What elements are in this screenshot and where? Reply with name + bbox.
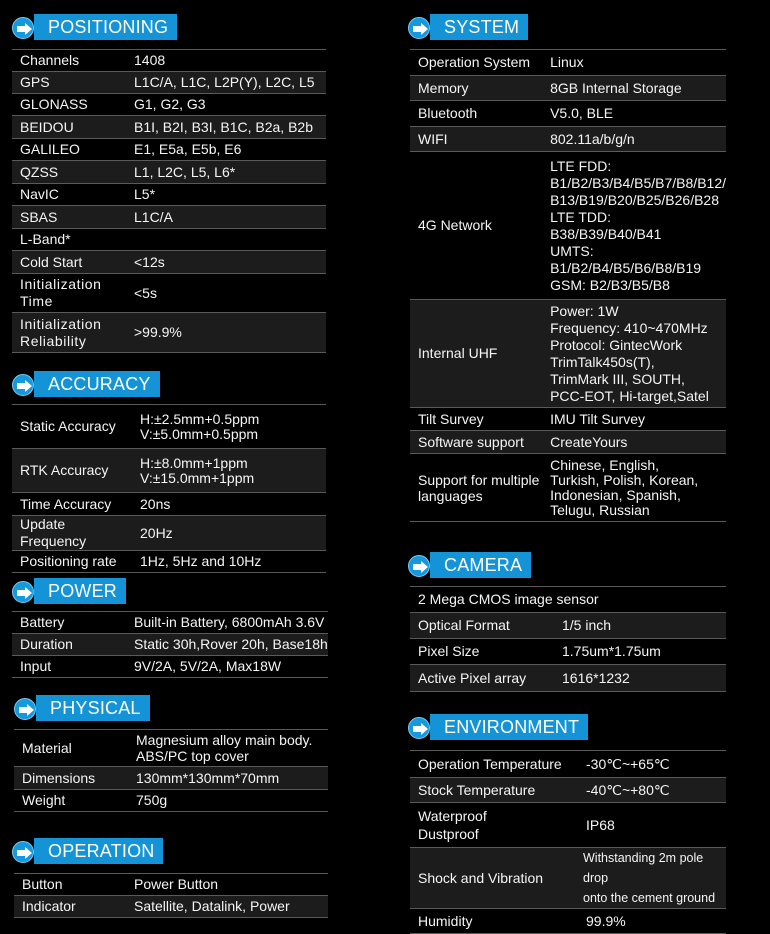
table-row: Update Frequency 20Hz bbox=[12, 516, 326, 551]
operation-table bbox=[14, 873, 328, 918]
table-row: Waterproof Dustproof IP68 bbox=[410, 803, 726, 848]
table-row: Positioning rate 1Hz, 5Hz and 10Hz bbox=[12, 551, 326, 573]
table-row: Tilt Survey IMU Tilt Survey bbox=[410, 408, 726, 431]
camera-table bbox=[410, 586, 726, 692]
section-title: ENVIRONMENT bbox=[434, 714, 588, 740]
table-row: QZSS L1, L2C, L5, L6* bbox=[12, 161, 326, 184]
section-title: SYSTEM bbox=[434, 14, 528, 40]
table-row: Time Accuracy 20ns bbox=[12, 493, 326, 516]
section-title: PHYSICAL bbox=[40, 695, 150, 721]
section-title: CAMERA bbox=[434, 552, 531, 578]
language-list: Chinese, English, Turkish, Polish, Korean, Indonesian, Spanish, Telugu, Russian bbox=[550, 456, 699, 518]
section-title: OPERATION bbox=[38, 838, 163, 864]
table-row: Button Power Button bbox=[14, 874, 328, 896]
table-row: Initialization Time <5s bbox=[12, 274, 326, 313]
table-row: Dimensions 130mm*130mm*70mm bbox=[14, 767, 328, 790]
table-row: Internal UHF Power: 1W Frequency: 410~470MHz Protocol: GintecWork TrimTalk450s(T), TrimMark III, SOUTH, PCC-EOT, Hi-target,Satel bbox=[410, 300, 726, 408]
table-row: GPS L1C/A, L1C, L2P(Y), L2C, L5 bbox=[12, 72, 326, 94]
table-row: Support for multiple languages Chinese, English, Turkish, Polish, Korean, Indonesian, Spanish, Telugu, Russian bbox=[410, 454, 726, 522]
table-row: SBAS L1C/A bbox=[12, 206, 326, 229]
table-row: 2 Mega CMOS image sensor bbox=[410, 587, 726, 613]
table-row: Bluetooth V5.0, BLE bbox=[410, 101, 726, 127]
section-title: POSITIONING bbox=[38, 14, 177, 40]
table-row: L-Band* bbox=[12, 229, 326, 251]
table-row: Memory 8GB Internal Storage bbox=[410, 76, 726, 101]
arrow-right-icon bbox=[12, 581, 34, 603]
table-row: Initialization Reliability >99.9% bbox=[12, 313, 326, 353]
table-row: Humidity 99.9% bbox=[410, 909, 726, 934]
table-row: Material Magnesium alloy main body. ABS/PC top cover bbox=[14, 730, 328, 767]
power-table bbox=[12, 611, 328, 678]
table-row: Battery Built-in Battery, 6800mAh 3.6V bbox=[12, 612, 328, 634]
table-row: Pixel Size 1.75um*1.75um bbox=[410, 639, 726, 665]
table-row: NavIC L5* bbox=[12, 184, 326, 206]
table-row: Stock Temperature -40℃~+80℃ bbox=[410, 778, 726, 803]
table-row: Indicator Satellite, Datalink, Power bbox=[14, 896, 328, 918]
network-bands: LTE FDD: B1/B2/B3/B4/B5/B7/B8/B12/ B13/B19/B20/B25/B26/B28 LTE TDD: B38/B39/B40/B41 UMTS: B1/B2/B4/B5/B6/B8/B19 GSM: B2/B3/B5/B8 bbox=[550, 157, 726, 293]
table-row: Weight 750g bbox=[14, 790, 328, 812]
table-row: Software support CreateYours bbox=[410, 431, 726, 454]
section-title: ACCURACY bbox=[38, 371, 160, 397]
accuracy-table bbox=[12, 404, 326, 573]
table-row: GALILEO E1, E5a, E5b, E6 bbox=[12, 139, 326, 161]
environment-table bbox=[410, 750, 726, 934]
positioning-table bbox=[12, 49, 326, 353]
uhf-details: Power: 1W Frequency: 410~470MHz Protocol: GintecWork TrimTalk450s(T), TrimMark III, SOUTH, PCC-EOT, Hi-target,Satel bbox=[550, 302, 709, 404]
table-row: Static Accuracy H:±2.5mm+0.5ppm V:±5.0mm+0.5ppm bbox=[12, 405, 326, 449]
arrow-right-icon bbox=[408, 17, 430, 39]
table-row: WIFI 802.11a/b/g/n bbox=[410, 127, 726, 152]
table-row: Active Pixel array 1616*1232 bbox=[410, 665, 726, 692]
section-title: POWER bbox=[38, 578, 126, 604]
table-row: Input 9V/2A, 5V/2A, Max18W bbox=[12, 656, 328, 678]
system-table bbox=[410, 49, 726, 522]
arrow-right-icon bbox=[12, 841, 34, 863]
physical-table bbox=[14, 729, 328, 812]
arrow-right-icon bbox=[12, 17, 34, 39]
table-row: Operation Temperature -30℃~+65℃ bbox=[410, 751, 726, 778]
table-row: Cold Start <12s bbox=[12, 251, 326, 274]
arrow-right-icon bbox=[408, 555, 430, 577]
table-row: Duration Static 30h,Rover 20h, Base18h bbox=[12, 634, 328, 656]
arrow-right-icon bbox=[408, 717, 430, 739]
arrow-right-icon bbox=[12, 374, 34, 396]
table-row: Channels 1408 bbox=[12, 50, 326, 72]
arrow-right-icon bbox=[14, 698, 36, 720]
table-row: RTK Accuracy H:±8.0mm+1ppm V:±15.0mm+1ppm bbox=[12, 449, 326, 493]
table-row: Optical Format 1/5 inch bbox=[410, 613, 726, 639]
table-row: BEIDOU B1I, B2I, B3I, B1C, B2a, B2b bbox=[12, 116, 326, 139]
table-row: GLONASS G1, G2, G3 bbox=[12, 94, 326, 116]
table-row: Shock and Vibration Withstanding 2m pole drop onto the cement ground bbox=[410, 848, 726, 909]
table-row: 4G Network LTE FDD: B1/B2/B3/B4/B5/B7/B8/B12/ B13/B19/B20/B25/B26/B28 LTE TDD: B38/B39/B40/B41 UMTS: B1/B2/B4/B5/B6/B8/B19 GSM: B2/B3/B5/B8 bbox=[410, 152, 726, 300]
table-row: Operation System Linux bbox=[410, 50, 726, 76]
